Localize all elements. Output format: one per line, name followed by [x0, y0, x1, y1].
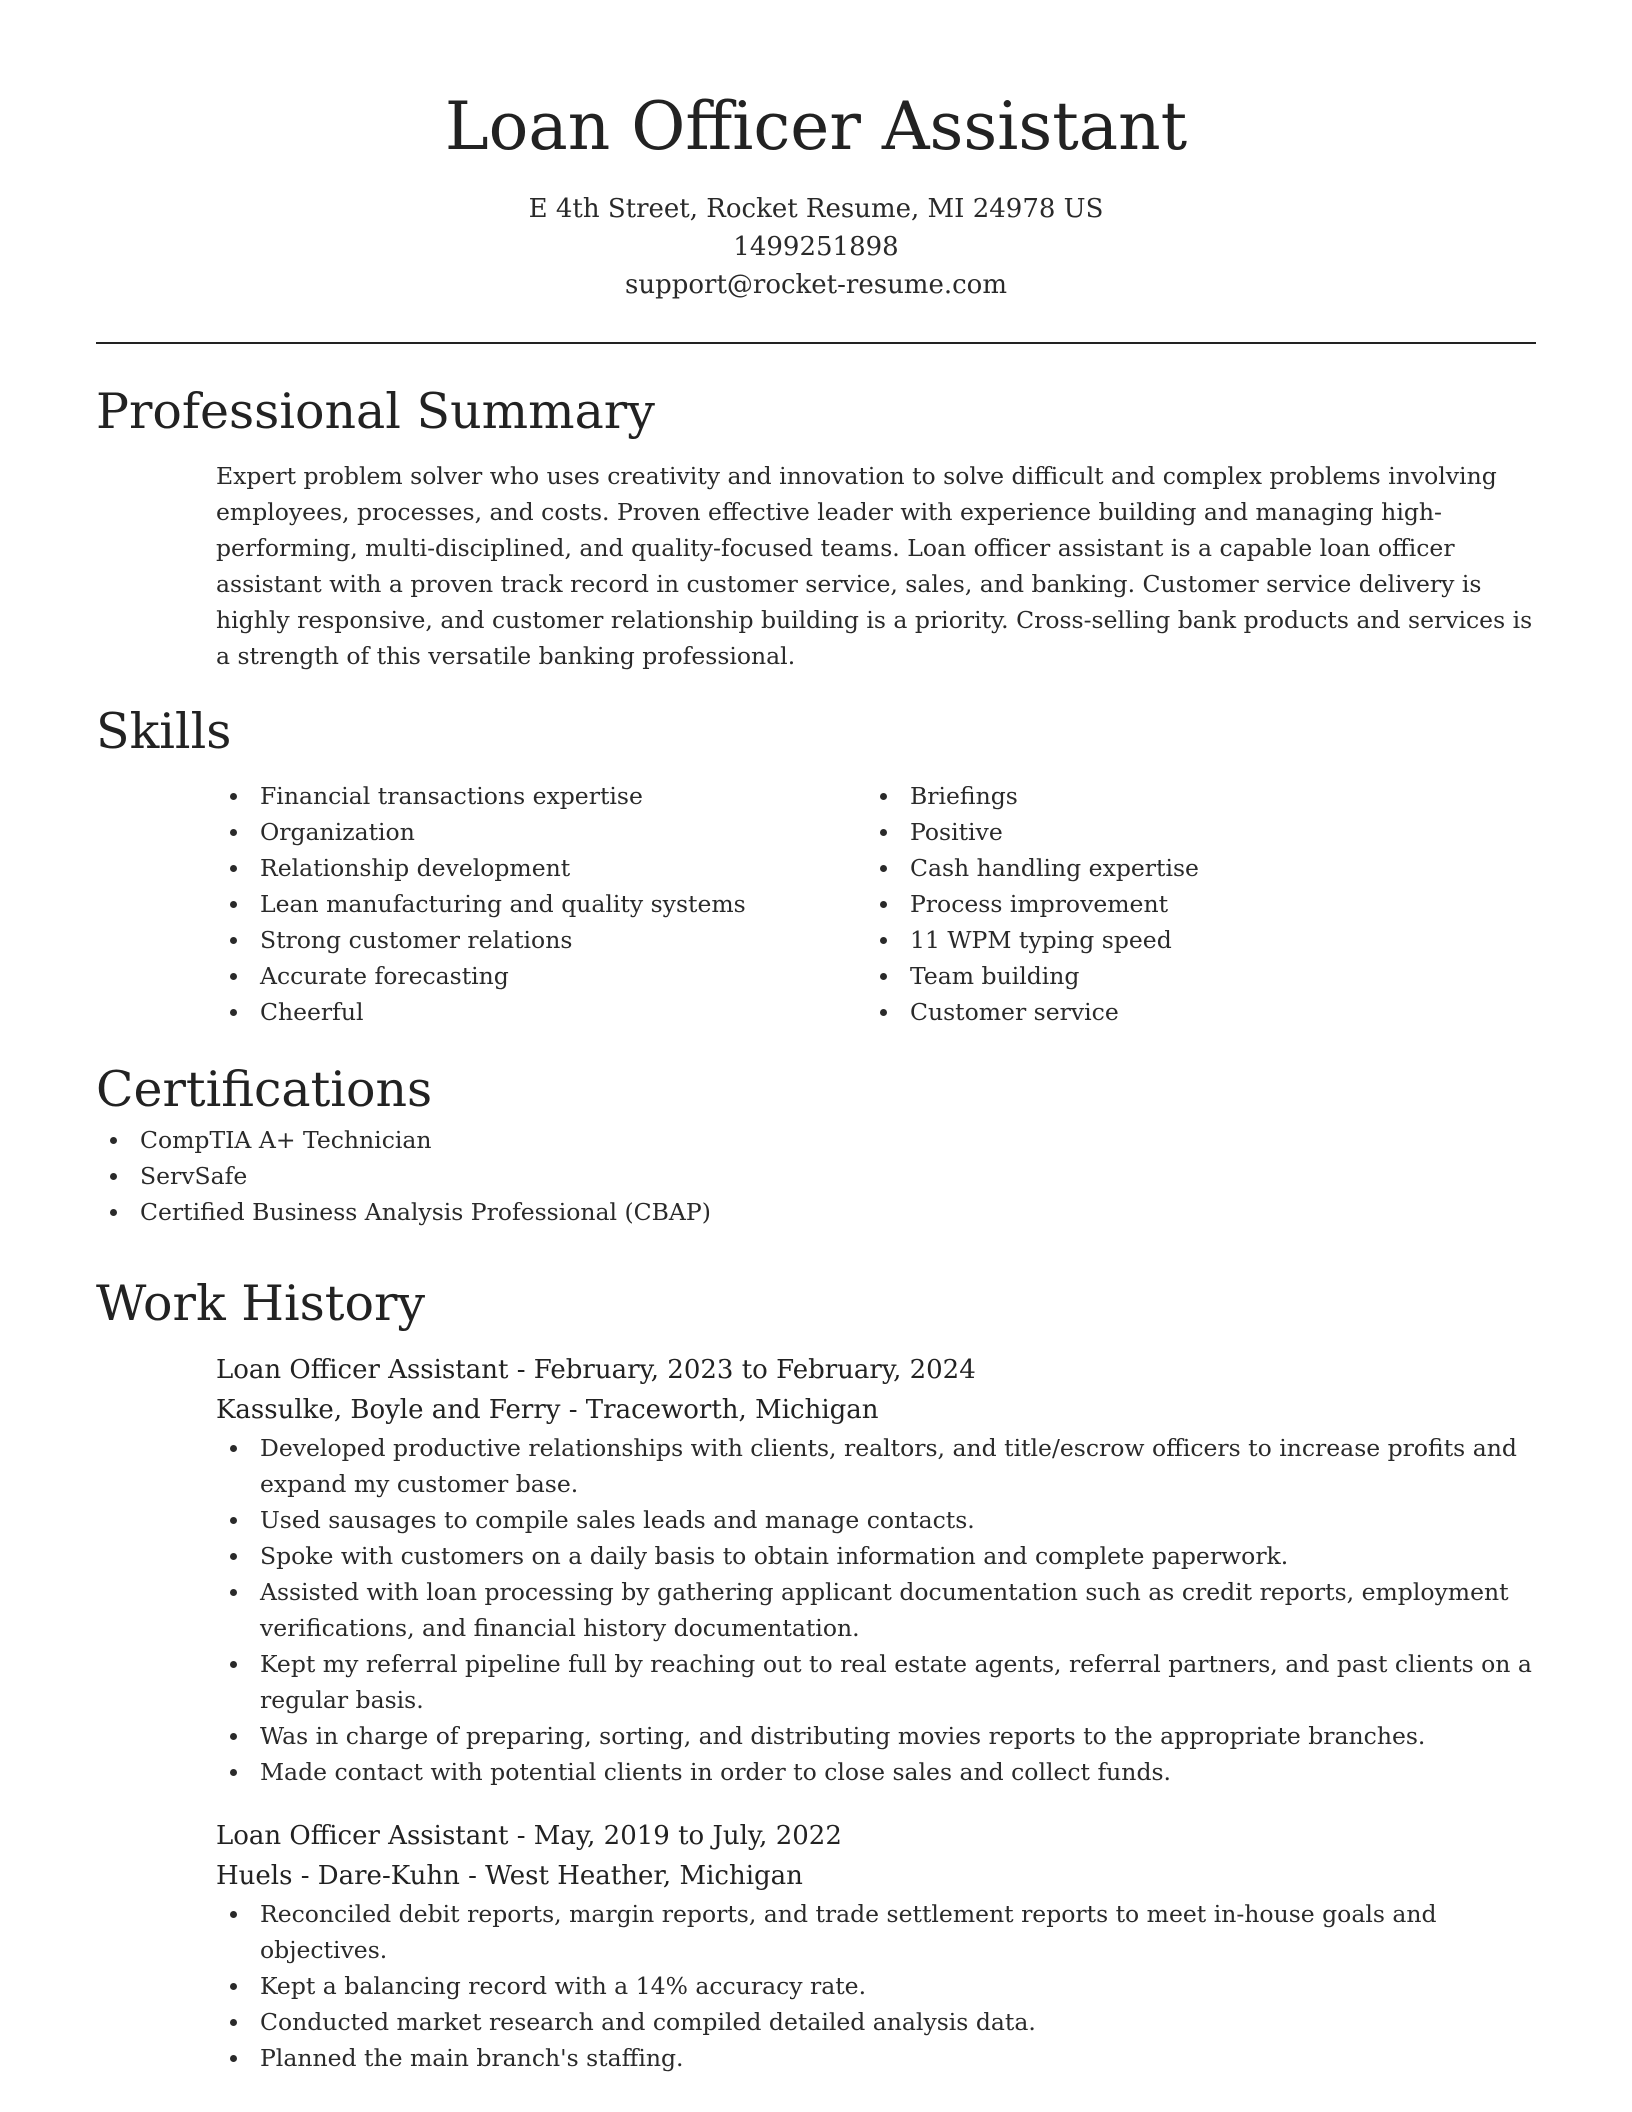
summary-text: Expert problem solver who uses creativity and innovation to solve difficult and complex problems involving employees, processes, and costs. Proven effective leader with experience building and managing high-performing, multi-disciplined, and quality-focused teams. Loan officer assistant is a capable loan officer assistant with a proven track record in customer service, sales, and banking. Customer service delivery is highly responsive, and customer relationship building is a priority. Cross-selling bank products and services is a strength of this versatile banking professional. — [216, 462, 1533, 670]
skill-item: Cash handling expertise — [866, 850, 1516, 886]
skill-item: Relationship development — [216, 850, 866, 886]
job-company-line: Kassulke, Boyle and Ferry - Traceworth, Michigan — [216, 1395, 879, 1425]
skill-item: Customer service — [866, 994, 1516, 1030]
contact-block — [0, 190, 1632, 304]
job-duties-list — [216, 1896, 1536, 2076]
skill-item: Organization — [216, 814, 866, 850]
job-company: Huels - Dare-Kuhn — [216, 1861, 460, 1891]
skill-item: Accurate forecasting — [216, 958, 866, 994]
job-title-line: Loan Officer Assistant - February, 2023 to February, 2024 — [216, 1355, 976, 1385]
skill-item: Positive — [866, 814, 1516, 850]
certification-item: ServSafe — [96, 1158, 1536, 1194]
job-company: Kassulke, Boyle and Ferry — [216, 1395, 561, 1425]
skill-item: 11 WPM typing speed — [866, 922, 1516, 958]
contact-email: support@rocket-resume.com — [624, 270, 1007, 300]
certifications-list — [96, 1122, 1536, 1230]
job-duties-list — [216, 1430, 1536, 1790]
job-position: Loan Officer Assistant — [216, 1355, 509, 1385]
job-duty: Used sausages to compile sales leads and manage contacts. — [216, 1502, 1536, 1538]
job-entry — [216, 1350, 1536, 1790]
job-title-line: Loan Officer Assistant - May, 2019 to July, 2022 — [216, 1821, 842, 1851]
skill-item: Team building — [866, 958, 1516, 994]
job-duty: Spoke with customers on a daily basis to obtain information and complete paperwork. — [216, 1538, 1536, 1574]
skill-item: Lean manufacturing and quality systems — [216, 886, 866, 922]
job-location: West Heather, Michigan — [485, 1861, 803, 1891]
skill-item: Briefings — [866, 778, 1516, 814]
skills-section — [96, 700, 1536, 1030]
job-duty: Kept my referral pipeline full by reaching out to real estate agents, referral partners, and past clients on a regular basis. — [216, 1646, 1536, 1718]
skills-list-right — [866, 778, 1516, 1030]
job-duty: Made contact with potential clients in order to close sales and collect funds. — [216, 1754, 1536, 1790]
skill-item: Cheerful — [216, 994, 866, 1030]
candidate-name: Loan Officer Assistant — [444, 88, 1188, 165]
skill-item: Process improvement — [866, 886, 1516, 922]
job-duty: Reconciled debit reports, margin reports, and trade settlement reports to meet in-house goals and objectives. — [216, 1896, 1536, 1968]
skill-item: Strong customer relations — [216, 922, 866, 958]
job-dates: May, 2019 to July, 2022 — [533, 1821, 842, 1851]
header-divider — [96, 342, 1536, 344]
work-history-section — [96, 1272, 1536, 2076]
work-history-heading: Work History — [96, 1275, 426, 1332]
certification-item: CompTIA A+ Technician — [96, 1122, 1536, 1158]
job-duty: Assisted with loan processing by gathering applicant documentation such as credit reports, employment verifications, and financial history documentation. — [216, 1574, 1536, 1646]
job-position: Loan Officer Assistant — [216, 1821, 509, 1851]
job-duty: Was in charge of preparing, sorting, and distributing movies reports to the appropriate branches. — [216, 1718, 1536, 1754]
summary-section — [96, 380, 1536, 674]
contact-phone: 1499251898 — [733, 232, 899, 262]
job-duty: Kept a balancing record with a 14% accuracy rate. — [216, 1968, 1536, 2004]
job-company-line: Huels - Dare-Kuhn - West Heather, Michigan — [216, 1861, 803, 1891]
job-entry — [216, 1816, 1536, 2076]
summary-heading: Professional Summary — [96, 383, 655, 440]
job-duty: Planned the main branch's staffing. — [216, 2040, 1536, 2076]
skills-columns — [216, 778, 1536, 1030]
resume-header — [0, 0, 1632, 304]
job-duty: Conducted market research and compiled detailed analysis data. — [216, 2004, 1536, 2040]
skill-item: Financial transactions expertise — [216, 778, 866, 814]
certifications-section — [96, 1058, 1536, 1230]
contact-address: E 4th Street, Rocket Resume, MI 24978 US — [528, 194, 1104, 224]
skills-heading: Skills — [96, 703, 232, 760]
certifications-heading: Certifications — [96, 1061, 433, 1118]
skills-list-left — [216, 778, 866, 1030]
certification-item: Certified Business Analysis Professional (CBAP) — [96, 1194, 1536, 1230]
job-location: Traceworth, Michigan — [585, 1395, 879, 1425]
job-duty: Developed productive relationships with clients, realtors, and title/escrow officers to increase profits and expand my customer base. — [216, 1430, 1536, 1502]
job-dates: February, 2023 to February, 2024 — [533, 1355, 976, 1385]
